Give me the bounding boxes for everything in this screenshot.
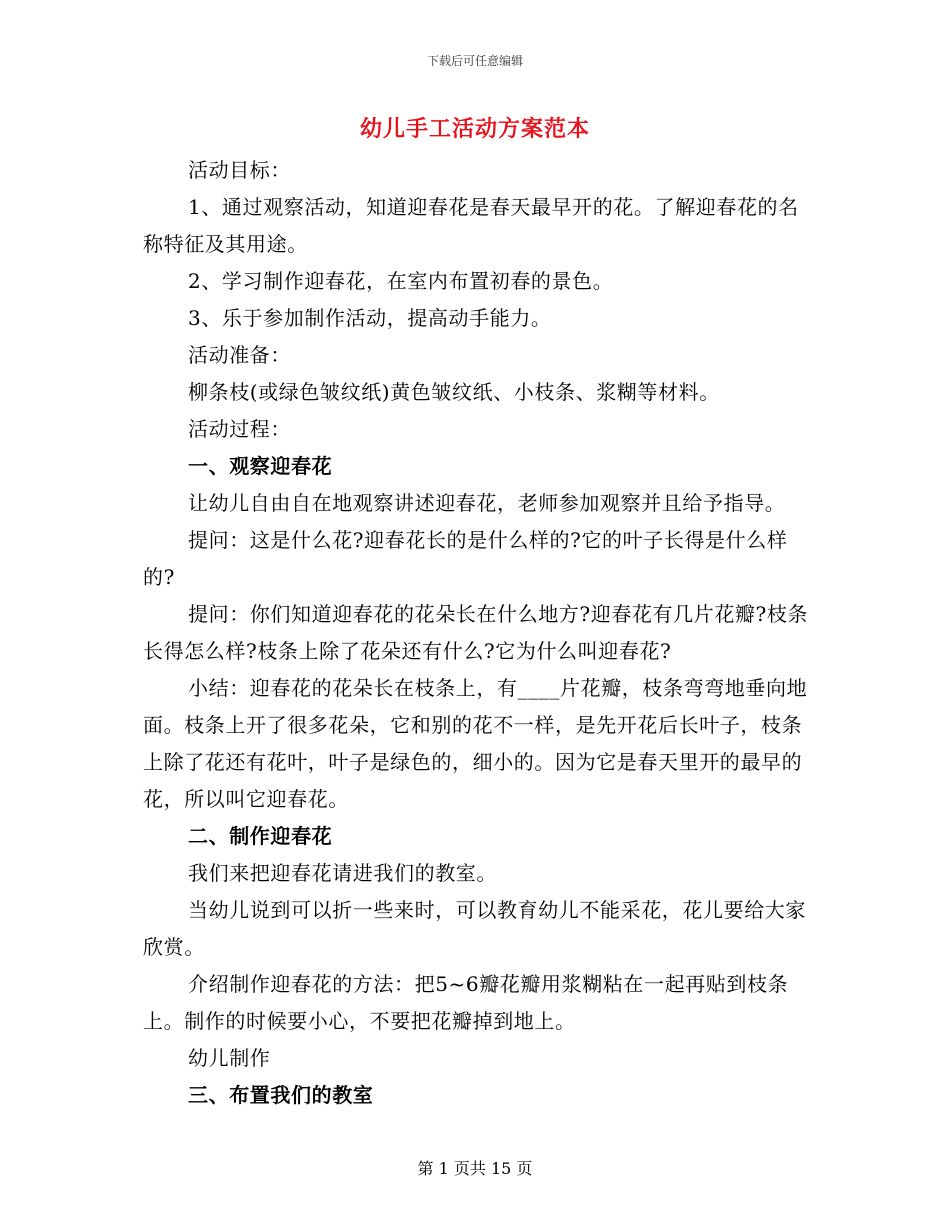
- paragraph-summary: 小结：迎春花的花朵长在枝条上，有____片花瓣，枝条弯弯地垂向地面。枝条上开了很多花朵，它和别的花不一样，是先开花后长叶子，枝条上除了花还有花叶，叶子是绿色的，细小的。因为它是春天里开的最早的花，所以叫它迎春花。: [143, 676, 808, 811]
- section-heading-decorate: 三、布置我们的教室: [188, 1083, 374, 1107]
- paragraph-goals-heading: 活动目标：: [188, 158, 291, 182]
- paragraph-question-2: 提问：你们知道迎春花的花朵长在什么地方?迎春花有几片花瓣?枝条长得怎么样?枝条上除了花朵还有什么?它为什么叫迎春花?: [143, 602, 809, 663]
- paragraph-goal-2: 2、学习制作迎春花，在室内布置初春的景色。: [188, 269, 614, 293]
- paragraph-goal-3: 3、乐于参加制作活动，提高动手能力。: [188, 306, 552, 330]
- paragraph-method: 介绍制作迎春花的方法：把5~6瓣花瓣用浆糊粘在一起再贴到枝条上。制作的时候要小心，不要把花瓣掉到地上。: [143, 972, 789, 1033]
- paragraph-process-heading: 活动过程：: [188, 417, 291, 441]
- page-header: 下载后可任意编辑: [426, 54, 523, 68]
- paragraph-goal-1: 1、通过观察活动，知道迎春花是春天最早开的花。了解迎春花的名称特征及其用途。: [143, 195, 799, 256]
- document-title: 幼儿手工活动方案范本: [359, 116, 590, 142]
- section-heading-observe: 一、观察迎春花: [188, 454, 333, 478]
- paragraph-educate: 当幼儿说到可以折一些来时，可以教育幼儿不能采花，花儿要给大家欣赏。: [143, 898, 806, 959]
- paragraph-children-make: 幼儿制作: [188, 1046, 271, 1070]
- section-heading-make: 二、制作迎春花: [188, 824, 333, 848]
- paragraph-observe: 让幼儿自由自在地观察讲述迎春花，老师参加观察并且给予指导。: [188, 491, 786, 515]
- document-body: [143, 152, 809, 1114]
- paragraph-invite: 我们来把迎春花请进我们的教室。: [188, 861, 497, 885]
- paragraph-question-1: 提问：这是什么花?迎春花长的是什么样的?它的叶子长得是什么样的?: [143, 528, 788, 589]
- paragraph-preparation-heading: 活动准备：: [188, 343, 291, 367]
- paragraph-materials: 柳条枝(或绿色皱纹纸)黄色皱纹纸、小枝条、浆糊等材料。: [188, 380, 720, 404]
- page-footer: 第 1 页共 15 页: [417, 1159, 533, 1178]
